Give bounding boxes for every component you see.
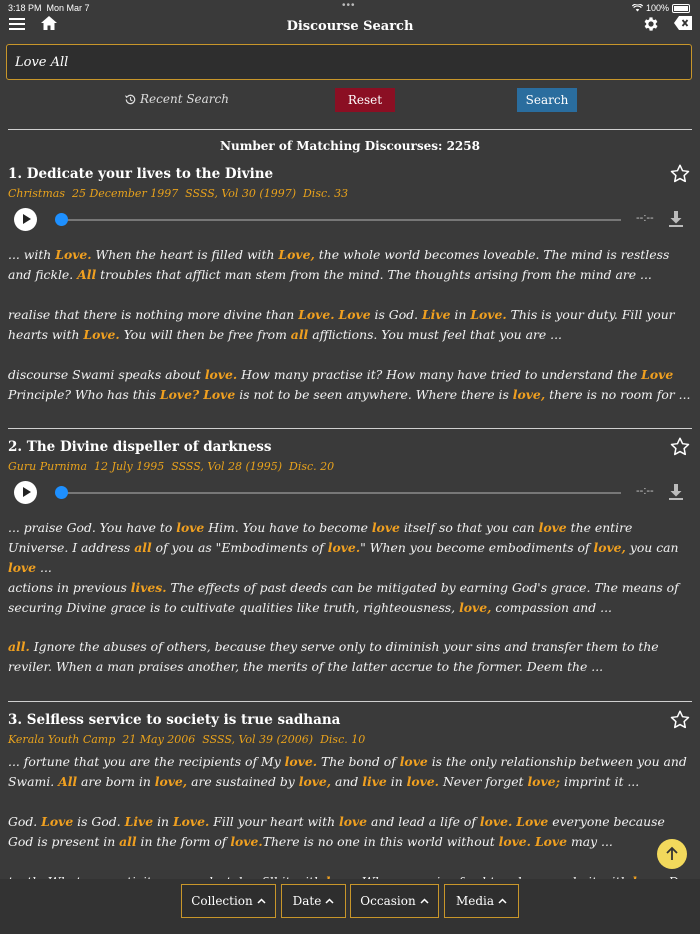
status-bar xyxy=(0,0,700,14)
snippet-text: afflictions. You must feel that you are ... xyxy=(308,327,562,342)
snippet-text: are sustained by xyxy=(187,774,299,789)
scroll-top-button[interactable] xyxy=(657,839,687,869)
snippet-text: may ... xyxy=(567,834,613,849)
chevron-up-icon xyxy=(498,898,507,904)
snippet-text: The effects of past deeds can be mitigated by earning God's grace. The means of securing Divine grace is to cultivate qualities like truth, righteousness, xyxy=(8,580,679,615)
keyword-highlight: love; xyxy=(527,774,561,789)
snippet-text: There is no one in this world without xyxy=(262,834,499,849)
audio-player xyxy=(0,479,700,507)
snippet-text: discourse Swami speaks about xyxy=(8,367,205,382)
keyword-highlight: love. xyxy=(204,367,238,382)
status-battery: 100% xyxy=(632,3,690,13)
snippet-text: This is your duty. Fill your hearts with xyxy=(8,307,675,342)
play-icon[interactable] xyxy=(14,481,37,504)
snippet-text: God. xyxy=(8,814,42,829)
keyword-highlight: Love xyxy=(338,307,371,322)
history-icon xyxy=(124,93,137,106)
filter-occasion-button[interactable] xyxy=(350,884,439,918)
snippet-text: Ignore the abuses of others, because they serve only to diminish your sins and transfer them to the reviler. When a man praises another, the merits of the latter accrue to the former. Deem the ... xyxy=(8,639,659,674)
snippet-text: You will then be free from xyxy=(119,327,291,342)
star-outline-icon[interactable] xyxy=(670,164,690,183)
keyword-highlight: Love. xyxy=(172,814,210,829)
keyword-highlight: Love. xyxy=(55,247,92,262)
filter-media-button[interactable] xyxy=(444,884,519,918)
snippet-text: ... xyxy=(36,560,52,575)
arrow-up-icon xyxy=(657,839,687,869)
result-meta: Kerala Youth Camp 21 May 2006 SSSS, Vol 39 (2006) Disc. 10 xyxy=(8,733,366,746)
filter-label: Occasion xyxy=(360,894,416,908)
result-snippet xyxy=(8,305,694,345)
result-snippet xyxy=(8,578,694,618)
keyword-highlight: Love xyxy=(516,814,549,829)
snippet-text: ... fortune that you are the recipients of My xyxy=(8,754,285,769)
keyword-highlight: all xyxy=(290,327,309,342)
keyword-highlight: love. xyxy=(479,814,513,829)
keyword-highlight: love xyxy=(176,520,205,535)
page-title: Discourse Search xyxy=(286,19,414,34)
snippet-text: itself so that you can xyxy=(399,520,539,535)
snippet-text: and xyxy=(331,774,363,789)
snippet-text: are born in xyxy=(77,774,155,789)
keyword-highlight: live xyxy=(362,774,387,789)
chevron-up-icon xyxy=(325,898,334,904)
keyword-highlight: love xyxy=(8,560,37,575)
star-outline-icon[interactable] xyxy=(670,437,690,456)
snippet-text: the entire Universe. I address xyxy=(8,520,633,555)
battery-icon xyxy=(672,4,690,13)
audio-track[interactable] xyxy=(58,492,621,494)
keyword-highlight: love, xyxy=(512,387,546,402)
keyword-highlight: lives. xyxy=(130,580,167,595)
keyword-highlight: love xyxy=(371,520,400,535)
search-input[interactable] xyxy=(15,55,675,70)
keyword-highlight: love xyxy=(339,814,368,829)
chevron-up-icon xyxy=(420,898,429,904)
result-title[interactable]: 1. Dedicate your lives to the Divine xyxy=(8,166,274,182)
audio-track[interactable] xyxy=(58,219,621,221)
filter-date-button[interactable] xyxy=(281,884,346,918)
keyword-highlight: love. xyxy=(327,540,361,555)
snippet-text: Him. You have to become xyxy=(204,520,372,535)
snippet-text: actions in previous xyxy=(8,580,131,595)
filter-collection-button[interactable] xyxy=(181,884,276,918)
result-snippet xyxy=(8,637,694,677)
keyword-highlight: Love. xyxy=(298,307,335,322)
search-field-container xyxy=(6,44,692,80)
nav-bar xyxy=(0,14,700,40)
keyword-highlight: Love? xyxy=(159,387,200,402)
snippet-text: compassion and ... xyxy=(491,600,612,615)
snippet-text: imprint it ... xyxy=(560,774,640,789)
multitask-dots: ••• xyxy=(342,0,356,11)
audio-slider-thumb[interactable] xyxy=(55,213,68,226)
keyword-highlight: Live xyxy=(421,307,451,322)
download-icon[interactable] xyxy=(668,210,684,228)
keyword-highlight: all xyxy=(119,834,137,849)
snippet-text: the whole world becomes loveable. The mind is restless and fickle. xyxy=(8,247,670,282)
keyword-highlight: Love xyxy=(41,814,74,829)
snippet-text: is the only relationship between you and Swami. xyxy=(8,754,687,789)
snippet-text: Fill your heart with xyxy=(209,814,340,829)
keyword-highlight: love xyxy=(538,520,567,535)
keyword-highlight: love. xyxy=(284,754,318,769)
snippet-text: in the form of xyxy=(136,834,231,849)
snippet-text: When the heart is filled with xyxy=(91,247,279,262)
snippet-text: is not to be seen anywhere. Where there is xyxy=(235,387,513,402)
filter-label: Collection xyxy=(191,894,253,908)
recent-search-button[interactable] xyxy=(124,92,229,106)
result-snippet xyxy=(8,518,694,578)
keyword-highlight: all. xyxy=(8,639,30,654)
keyword-highlight: love, xyxy=(459,600,492,615)
result-snippet xyxy=(8,245,694,285)
keyword-highlight: Love xyxy=(641,367,674,382)
download-icon[interactable] xyxy=(668,483,684,501)
keyword-highlight: love, xyxy=(154,774,188,789)
snippet-text: in xyxy=(450,307,471,322)
search-button[interactable]: Search xyxy=(517,88,577,112)
snippet-text: in xyxy=(153,814,173,829)
snippet-text: realise that there is nothing more divine than xyxy=(8,307,299,322)
result-meta: Christmas 25 December 1997 SSSS, Vol 30 (1997) Disc. 33 xyxy=(8,187,349,200)
snippet-text: " When you become embodiments of xyxy=(360,540,594,555)
keyword-highlight: all xyxy=(134,540,152,555)
snippet-text: in xyxy=(386,774,407,789)
result-snippet xyxy=(8,812,694,852)
divider xyxy=(8,428,692,429)
snippet-text: and lead a life of xyxy=(367,814,480,829)
result-title[interactable]: 3. Selfless service to society is true sadhana xyxy=(8,712,341,728)
snippet-text: How many practise it? How many have tried to understand the xyxy=(237,367,642,382)
result-snippet xyxy=(8,365,694,405)
wifi-icon xyxy=(632,4,643,12)
audio-time: --:-- xyxy=(636,212,654,224)
snippet-text: The bond of xyxy=(317,754,400,769)
audio-time: --:-- xyxy=(636,485,654,497)
keyword-highlight: Love xyxy=(203,387,236,402)
reset-button[interactable]: Reset xyxy=(335,88,395,112)
audio-slider-thumb[interactable] xyxy=(55,486,68,499)
keyword-highlight: Love. xyxy=(470,307,507,322)
snippet-text: ... with xyxy=(8,247,56,262)
snippet-text: everyone because God is present in xyxy=(8,814,665,849)
keyword-highlight: love, xyxy=(298,774,332,789)
keyword-highlight: Love xyxy=(534,834,568,849)
keyword-highlight: All xyxy=(58,774,78,789)
snippet-text: Never forget xyxy=(439,774,528,789)
snippet-text: troubles that afflict man stem from the mind. The thoughts arising from the mind are ... xyxy=(96,267,652,282)
snippet-text: is God. xyxy=(73,814,125,829)
keyword-highlight: love xyxy=(399,754,428,769)
keyword-highlight: All xyxy=(77,267,97,282)
snippet-text: you can xyxy=(625,540,679,555)
result-snippet xyxy=(8,752,694,792)
result-meta: Guru Purnima 12 July 1995 SSSS, Vol 28 (1995) Disc. 20 xyxy=(8,460,335,473)
recent-search-label: Recent Search xyxy=(140,92,229,106)
status-time: 3:18 PM Mon Mar 7 xyxy=(8,3,90,13)
divider xyxy=(8,129,692,130)
keyword-highlight: Love, xyxy=(278,247,315,262)
chevron-up-icon xyxy=(257,898,266,904)
keyword-highlight: Live xyxy=(124,814,154,829)
keyword-highlight: love. xyxy=(498,834,531,849)
divider xyxy=(8,701,692,702)
snippet-text: of you as "Embodiments of xyxy=(151,540,328,555)
audio-player xyxy=(0,206,700,234)
filter-label: Media xyxy=(455,894,495,908)
star-outline-icon[interactable] xyxy=(670,710,690,729)
play-icon[interactable] xyxy=(14,208,37,231)
snippet-text: is God. xyxy=(370,307,422,322)
matching-count: Number of Matching Discourses: 2258 xyxy=(220,139,480,153)
keyword-highlight: love, xyxy=(593,540,626,555)
snippet-text: ... praise God. You have to xyxy=(8,520,177,535)
snippet-text: there is no room for ... xyxy=(545,387,691,402)
result-title[interactable]: 2. The Divine dispeller of darkness xyxy=(8,439,272,455)
backspace-icon[interactable] xyxy=(674,16,692,30)
gear-icon[interactable] xyxy=(642,15,660,33)
snippet-text: Principle? Who has this xyxy=(8,387,160,402)
keyword-highlight: Love. xyxy=(83,327,120,342)
keyword-highlight: love. xyxy=(230,834,263,849)
filter-bar xyxy=(0,879,700,934)
filter-label: Date xyxy=(292,894,322,908)
keyword-highlight: love. xyxy=(406,774,439,789)
